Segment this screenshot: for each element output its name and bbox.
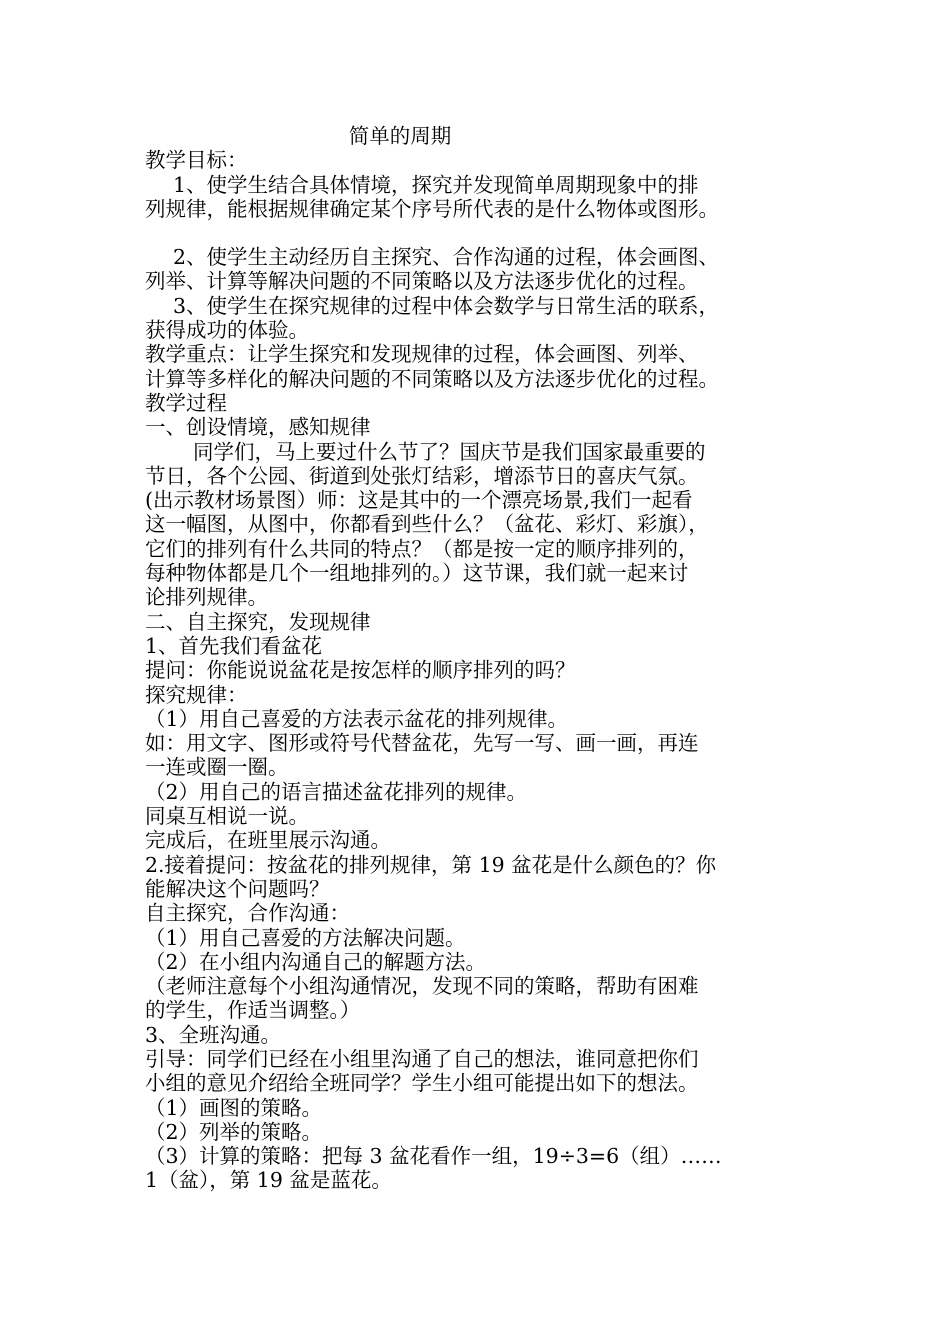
text-line: 教学目标： [145,148,248,173]
text-line: 的学生，作适当调整。） [145,998,361,1023]
text-line: 1（盆），第 19 盆是蓝花。 [145,1168,392,1193]
text-line: 同桌互相说一说。 [145,804,309,829]
text-line: 列规律，能根据规律确定某个序号所代表的是什么物体或图形。 [145,196,719,221]
text-line: 1、首先我们看盆花 [145,633,323,658]
text-line: 2.接着提问：按盆花的排列规律，第 19 盆花是什么颜色的？你 [145,852,717,877]
text-line: （老师注意每个小组沟通情况，发现不同的策略，帮助有困难 [145,974,699,999]
document-page [145,124,825,1193]
text-line: 3、使学生在探究规律的过程中体会数学与日常生活的联系， [173,293,720,318]
text-line: 一、创设情境，感知规律 [145,415,371,440]
text-line: 列举、计算等解决问题的不同策略以及方法逐步优化的过程。 [145,269,699,294]
text-line: 如：用文字、图形或符号代替盆花，先写一写、画一画，再连 [145,731,699,756]
text-line: 这一幅图，从图中，你都看到些什么？（盆花、彩灯、彩旗）， [145,512,709,537]
text-line: 探究规律： [145,682,248,707]
text-line: 教学过程 [145,390,227,415]
text-line: 同学们，马上要过什么节了？国庆节是我们国家最重要的 [193,439,706,464]
text-line: （1）用自己喜爱的方法表示盆花的排列规律。 [145,706,569,731]
text-line: 3、全班沟通。 [145,1022,282,1047]
text-line: 论排列规律。 [145,585,268,610]
text-line: 提问：你能说说盆花是按怎样的顺序排列的吗？ [145,658,576,683]
text-line: 小组的意见介绍给全班同学？学生小组可能提出如下的想法。 [145,1071,699,1096]
text-line: 二、自主探究，发现规律 [145,609,371,634]
document-body [145,148,825,1192]
text-line: （2）用自己的语言描述盆花排列的规律。 [145,779,528,804]
text-line: （1）用自己喜爱的方法解决问题。 [145,925,466,950]
blank-line [145,221,825,245]
text-line: 获得成功的体验。 [145,318,309,343]
text-line: 1、使学生结合具体情境，探究并发现简单周期现象中的排 [173,172,699,197]
text-line: 能解决这个问题吗？ [145,876,330,901]
document-title: 简单的周期 [348,124,452,148]
text-line: 每种物体都是几个一组地排列的。）这节课，我们就一起来讨 [145,561,689,586]
text-line: （2）列举的策略。 [145,1119,323,1144]
text-line: （2）在小组内沟通自己的解题方法。 [145,949,487,974]
text-line: （1）画图的策略。 [145,1095,323,1120]
text-line: 引导：同学们已经在小组里沟通了自己的想法，谁同意把你们 [145,1046,699,1071]
text-line: 完成后，在班里展示沟通。 [145,828,391,853]
text-line: 2、使学生主动经历自主探究、合作沟通的过程，体会画图、 [173,245,720,270]
text-line: （3）计算的策略：把每 3 盆花看作一组，19÷3=6（组）…… [145,1144,722,1169]
text-line: 节日，各个公园、街道到处张灯结彩，增添节日的喜庆气氛。 [145,463,699,488]
text-line: (出示教材场景图）师：这是其中的一个漂亮场景,我们一起看 [145,488,693,513]
text-line: 自主探究，合作沟通： [145,901,350,926]
text-line: 它们的排列有什么共同的特点？（都是按一定的顺序排列的， [145,536,699,561]
text-line: 一连或圈一圈。 [145,755,289,780]
text-line: 计算等多样化的解决问题的不同策略以及方法逐步优化的过程。 [145,366,719,391]
text-line: 教学重点：让学生探究和发现规律的过程，体会画图、列举、 [145,342,699,367]
